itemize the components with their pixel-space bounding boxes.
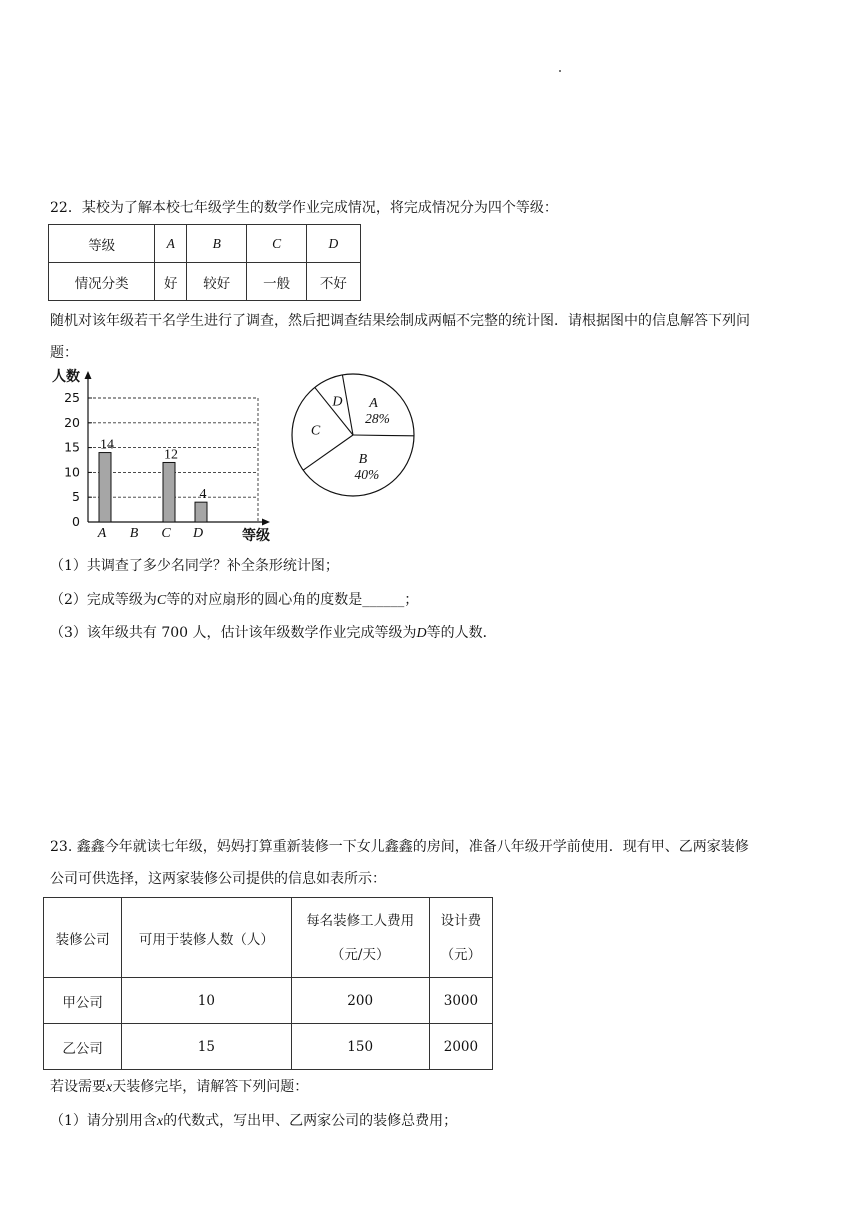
x-axis-arrow (262, 519, 270, 526)
pie-label-B: B (358, 452, 368, 468)
grade-B: B (187, 225, 247, 263)
pie-percent-A: 28% (365, 410, 390, 426)
q23-intro-line1: 23. 鑫鑫今年就读七年级，妈妈打算重新装修一下女儿鑫鑫的房间，准备八年级开学前使用．现有甲、乙两家装修 (50, 839, 749, 855)
workers-count: 10 (122, 978, 291, 1024)
q22-text-line1: 随机对该年级若干名学生进行了调查，然后把调查结果绘制成两幅不完整的统计图．请根据图中的信息解答下列问 (50, 313, 750, 329)
x-tick-label-A: A (97, 526, 107, 541)
bar-value-label-D: 4 (199, 487, 207, 503)
pie-label-C: C (310, 423, 321, 439)
bar-value-label-C: 12 (164, 447, 178, 463)
bar-chart-bars (99, 438, 207, 522)
x-tick-label-C: C (161, 526, 171, 541)
design-fee-value: 2000 (429, 1024, 492, 1070)
design-fee-value: 3000 (429, 978, 492, 1024)
header-workers: 可用于装修人数（人） (122, 898, 291, 978)
y-tick-label: 5 (72, 489, 80, 505)
grade-C: C (247, 225, 306, 263)
bar-chart (50, 365, 280, 545)
header-design-fee: 设计费 （元） (429, 898, 492, 978)
x-axis-label: 等级 (242, 528, 270, 544)
q22-text-line2: 题： (50, 345, 78, 361)
q22-intro: 22．某校为了解本校七年级学生的数学作业完成情况，将完成情况分为四个等级： (50, 200, 558, 216)
grade-D: D (306, 225, 360, 263)
header-company: 装修公司 (44, 898, 122, 978)
q22-sub1: （1）共调查了多少名同学？补全条形统计图； (50, 558, 339, 574)
y-tick-label: 15 (64, 439, 80, 455)
grade-table (48, 224, 361, 301)
pie-chart (285, 370, 425, 510)
category-header-label: 情况分类 (49, 263, 155, 301)
table-row (44, 1024, 493, 1070)
q22-sub2: （2）完成等级为C等的对应扇形的圆心角的度数是______； (50, 592, 419, 608)
y-tick-label: 25 (64, 390, 80, 405)
bar-value-label-A: 14 (100, 437, 114, 453)
bar-A (99, 453, 111, 522)
speck-dot (559, 70, 561, 72)
pie-label-D: D (332, 394, 343, 410)
bar-D (195, 502, 207, 522)
company-name: 乙公司 (44, 1024, 122, 1070)
pie-label-A: A (369, 395, 378, 411)
x-tick-label-B: B (129, 526, 139, 541)
bar-C (163, 462, 175, 522)
category-C: 一般 (247, 263, 306, 301)
y-axis-arrow (85, 371, 92, 379)
company-table (43, 897, 493, 1070)
y-axis-label: 人数 (52, 369, 80, 385)
category-B: 较好 (187, 263, 247, 301)
grade-A: A (155, 225, 187, 263)
category-D: 不好 (306, 263, 360, 301)
category-A: 好 (155, 263, 187, 301)
bar-chart-xlabels (97, 526, 203, 541)
q23-assumption: 若设需要x天装修完毕，请解答下列问题： (50, 1079, 309, 1095)
q23-sub1: （1）请分别用含x的代数式，写出甲、乙两家公司的装修总费用； (50, 1113, 458, 1129)
pie-percent-B: 40% (354, 467, 380, 483)
wage-value: 150 (291, 1024, 429, 1070)
table-row (44, 978, 493, 1024)
y-tick-label: 20 (64, 414, 80, 430)
workers-count: 15 (122, 1024, 291, 1070)
wage-value: 200 (291, 978, 429, 1024)
x-tick-label-D: D (192, 526, 204, 541)
y-tick-label: 0 (72, 514, 80, 529)
q23-intro-line2: 公司可供选择，这两家装修公司提供的信息如表所示： (50, 871, 386, 887)
y-tick-label: 10 (64, 464, 80, 480)
header-wage: 每名装修工人费用 （元/天） (291, 898, 429, 978)
company-name: 甲公司 (44, 978, 122, 1024)
grade-header-label: 等级 (49, 225, 155, 263)
q22-sub3: （3）该年级共有 700 人，估计该年级数学作业完成等级为D等的人数． (50, 625, 497, 641)
